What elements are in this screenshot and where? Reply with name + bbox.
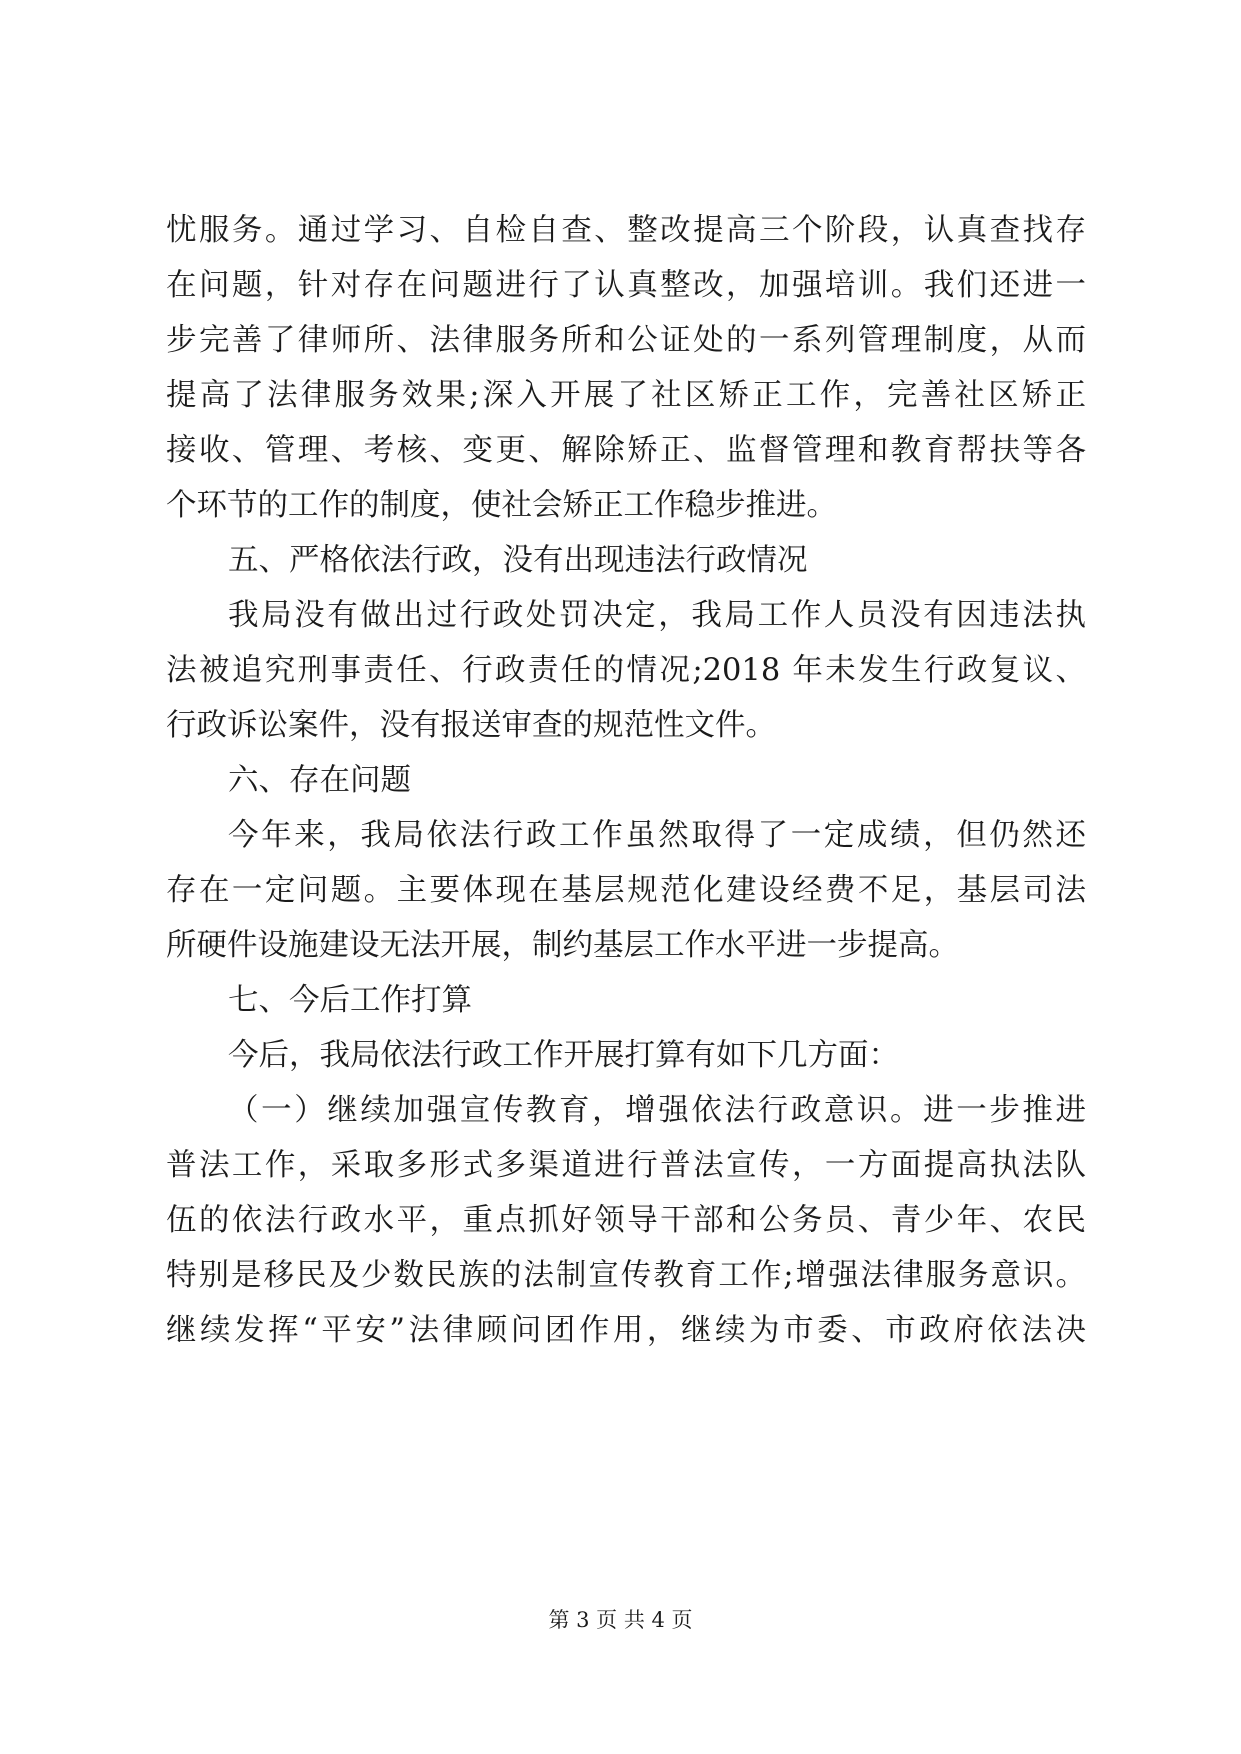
body-line: 行政诉讼案件，没有报送审查的规范性文件。 [166, 708, 776, 743]
body-line: 在问题，针对存在问题进行了认真整改，加强培训。我们还进一 [166, 268, 1086, 303]
body-line: 伍的依法行政水平，重点抓好领导干部和公务员、青少年、农民 [166, 1203, 1086, 1238]
section-heading: 六、存在问题 [228, 763, 411, 798]
body-line: （一）继续加强宣传教育，增强依法行政意识。进一步推进 [228, 1093, 1086, 1128]
body-line: 法被追究刑事责任、行政责任的情况;2018 年未发生行政复议、 [166, 653, 1086, 688]
body-line: 所硬件设施建设无法开展，制约基层工作水平进一步提高。 [166, 928, 959, 963]
body-line: 今后，我局依法行政工作开展打算有如下几方面： [228, 1038, 899, 1073]
body-line: 我局没有做出过行政处罚决定，我局工作人员没有因违法执 [228, 598, 1086, 633]
body-line: 特别是移民及少数民族的法制宣传教育工作;增强法律服务意识。 [166, 1258, 1086, 1293]
body-line: 个环节的工作的制度，使社会矫正工作稳步推进。 [166, 488, 837, 523]
page-number-footer: 第 3 页 共 4 页 [548, 1608, 693, 1632]
body-line: 步完善了律师所、法律服务所和公证处的一系列管理制度，从而 [166, 323, 1086, 358]
body-line: 提高了法律服务效果;深入开展了社区矫正工作，完善社区矫正 [166, 378, 1086, 413]
body-line: 忧服务。通过学习、自检自查、整改提高三个阶段，认真查找存 [166, 213, 1086, 248]
body-line: 接收、管理、考核、变更、解除矫正、监督管理和教育帮扶等各 [166, 433, 1086, 468]
body-line: 普法工作，采取多形式多渠道进行普法宣传，一方面提高执法队 [166, 1148, 1086, 1183]
section-heading: 五、严格依法行政，没有出现违法行政情况 [228, 543, 808, 578]
body-line: 存在一定问题。主要体现在基层规范化建设经费不足，基层司法 [166, 873, 1086, 908]
section-heading: 七、今后工作打算 [228, 983, 472, 1018]
body-line: 今年来，我局依法行政工作虽然取得了一定成绩，但仍然还 [228, 818, 1086, 853]
body-line: 继续发挥“平安”法律顾问团作用，继续为市委、市政府依法决 [166, 1313, 1086, 1348]
